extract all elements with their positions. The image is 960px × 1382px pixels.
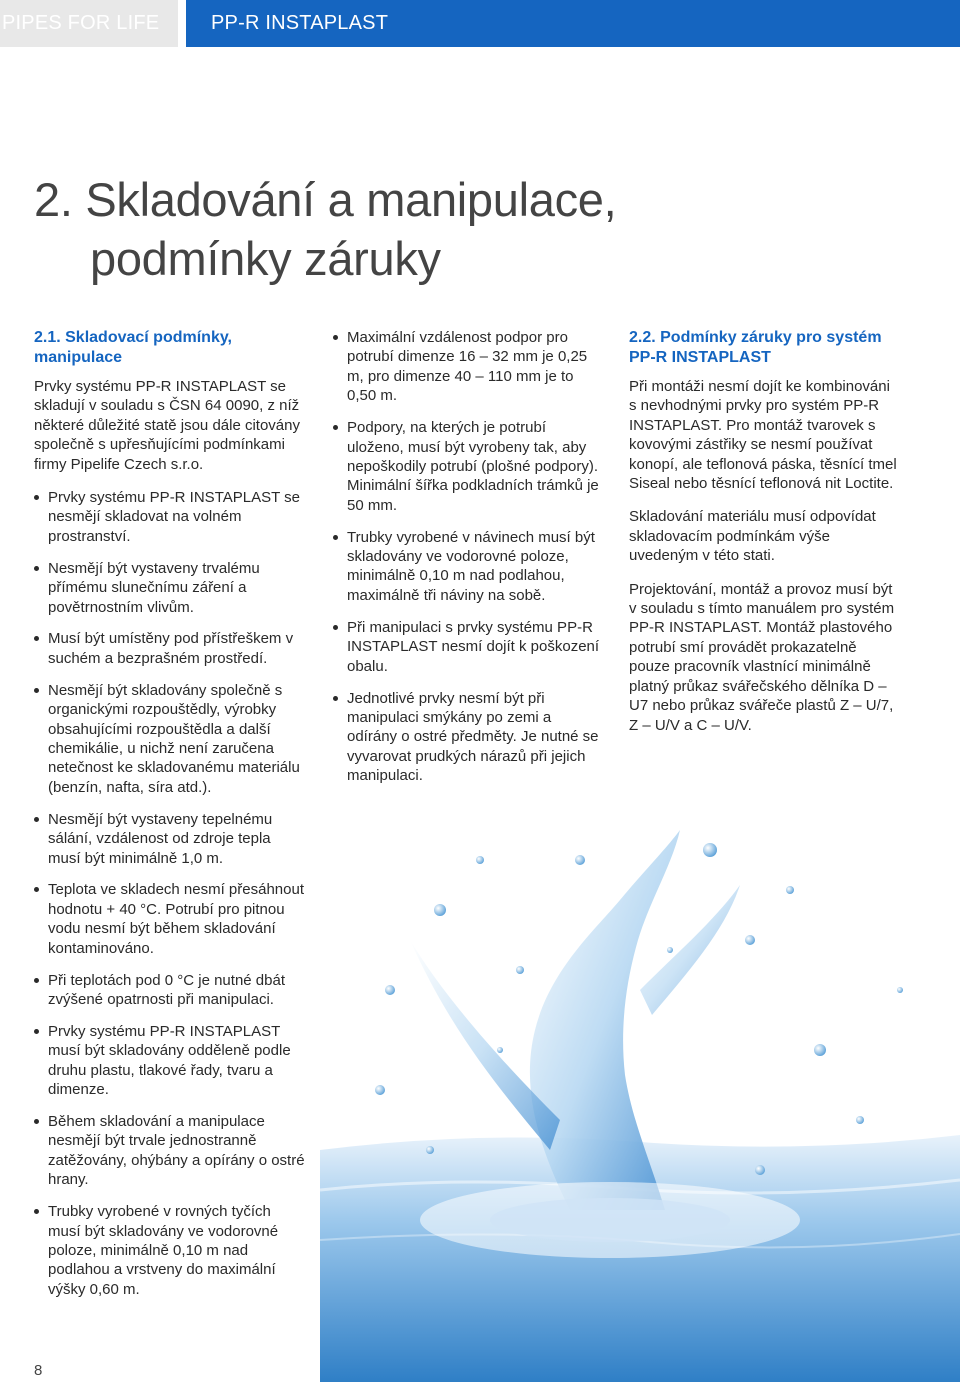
brand-label: PIPES FOR LIFE — [0, 0, 178, 47]
list-item: Trubky vyrobené v rovných tyčích musí být skladovány ve vodorovné poloze, minimálně 0,10 m nad podlahou a vrstveny do maximální výšky 0,60 m. — [34, 1202, 306, 1299]
list-item: Nesmějí být vystaveny tepelnému sálání, vzdálenost od zdroje tepla musí být minimálně 1,0 m. — [34, 810, 306, 868]
list-item: Prvky systému PP-R INSTAPLAST se nesmějí skladovat na volném prostranství. — [34, 488, 306, 546]
chapter-title-line2: podmínky záruky — [90, 232, 441, 285]
list-item: Maximální vzdálenost podpor pro potrubí dimenze 16 – 32 mm je 0,25 m, pro dimenze 40 – 110 mm je to 0,50 m. — [333, 328, 605, 406]
column-2 — [333, 328, 605, 798]
list-item: Teplota ve skladech nesmí přesáhnout hodnotu + 40 °C. Potrubí pro pitnou vodu nesmí být během skladování kontaminováno. — [34, 880, 306, 958]
storage-conditions-list — [34, 488, 306, 1299]
list-item: Jednotlivé prvky nesmí být při manipulaci smýkány po zemi a odírány o ostré předměty. Je nutné se vyvarovat prudkých nárazů při jejich manipulaci. — [333, 689, 605, 786]
list-item: Prvky systému PP-R INSTAPLAST musí být skladovány odděleně podle druhu plastu, tlakové řady, tvaru a dimenze. — [34, 1022, 306, 1100]
page-header — [0, 0, 960, 47]
chapter-title-line1: 2. Skladování a manipulace, — [34, 173, 617, 226]
list-item: Musí být umístěny pod přístřeškem v suchém a bezprašném prostředí. — [34, 629, 306, 668]
section-intro: Prvky systému PP-R INSTAPLAST se skladují v souladu s ČSN 64 0090, z níž některé důležité statě jsou dále citovány společně s upřesňujícími podmínkami firmy Pipelife Czech s.r.o. — [34, 378, 300, 473]
section-heading-2-2: 2.2. Podmínky záruky pro systém PP-R INSTAPLAST — [629, 329, 882, 366]
column-3 — [629, 328, 901, 749]
page-number: 8 — [34, 1362, 43, 1379]
column-1 — [34, 328, 306, 1312]
list-item: Během skladování a manipulace nesmějí být trvale jednostranně zatěžovány, ohýbány a opírány o ostré hrany. — [34, 1112, 306, 1190]
warranty-paragraph: Projektování, montáž a provoz musí být v souladu s tímto manuálem pro systém PP-R INSTAPLAST. Montáž plastového potrubí smí provádět prokazatelně pouze pracovník vlastnící minimálně platný průkaz svářečského dělníka D – U7 nebo průkaz svářeče plastů Z – U/7, Z – U/V a C – U/V. — [629, 580, 895, 734]
list-item: Nesmějí být vystaveny trvalému přímému slunečnímu záření a povětrnostním vlivům. — [34, 559, 306, 617]
list-item: Při manipulaci s prvky systému PP-R INSTAPLAST nesmí dojít k poškození obalu. — [333, 618, 605, 676]
section-heading-2-1: 2.1. Skladovací podmínky, manipulace — [34, 329, 232, 366]
list-item: Podpory, na kterých je potrubí uloženo, musí být vyrobeny tak, aby nepoškodily potrubí (plošné podpory). Minimální šířka podkladních trámků je 50 mm. — [333, 418, 605, 515]
warranty-paragraph: Skladování materiálu musí odpovídat skladovacím podmínkám výše uvedeným v této stati. — [629, 508, 876, 565]
list-item: Při teplotách pod 0 °C je nutné dbát zvýšené opatrnosti při manipulaci. — [34, 971, 306, 1010]
warranty-paragraph: Při montáži nesmí dojít ke kombinováni s nevhodnými prvky pro systém PP-R INSTAPLAST. Pro montáž tvarovek s kovovými zástřiky se nesmí používat konopí, ale teflonová páska, těsnící tmel Siseal nebo těsnící teflonová nit Loctite. — [629, 378, 897, 493]
list-item: Nesmějí být skladovány společně s organickými rozpouštědly, výrobky obsahujícími rozpouštědla a další chemikálie, u nichž není zaručena netečnost ke skladovanému materiálu (benzín, nafta, síra atd.). — [34, 681, 306, 797]
product-label: PP-R INSTAPLAST — [186, 0, 960, 47]
handling-conditions-list — [333, 328, 605, 786]
water-splash-image — [320, 790, 960, 1382]
chapter-title — [34, 170, 794, 288]
list-item: Trubky vyrobené v návinech musí být skladovány ve vodorovné poloze, minimálně 0,10 m nad podlahou, maximálně tři náviny na sobě. — [333, 528, 605, 606]
